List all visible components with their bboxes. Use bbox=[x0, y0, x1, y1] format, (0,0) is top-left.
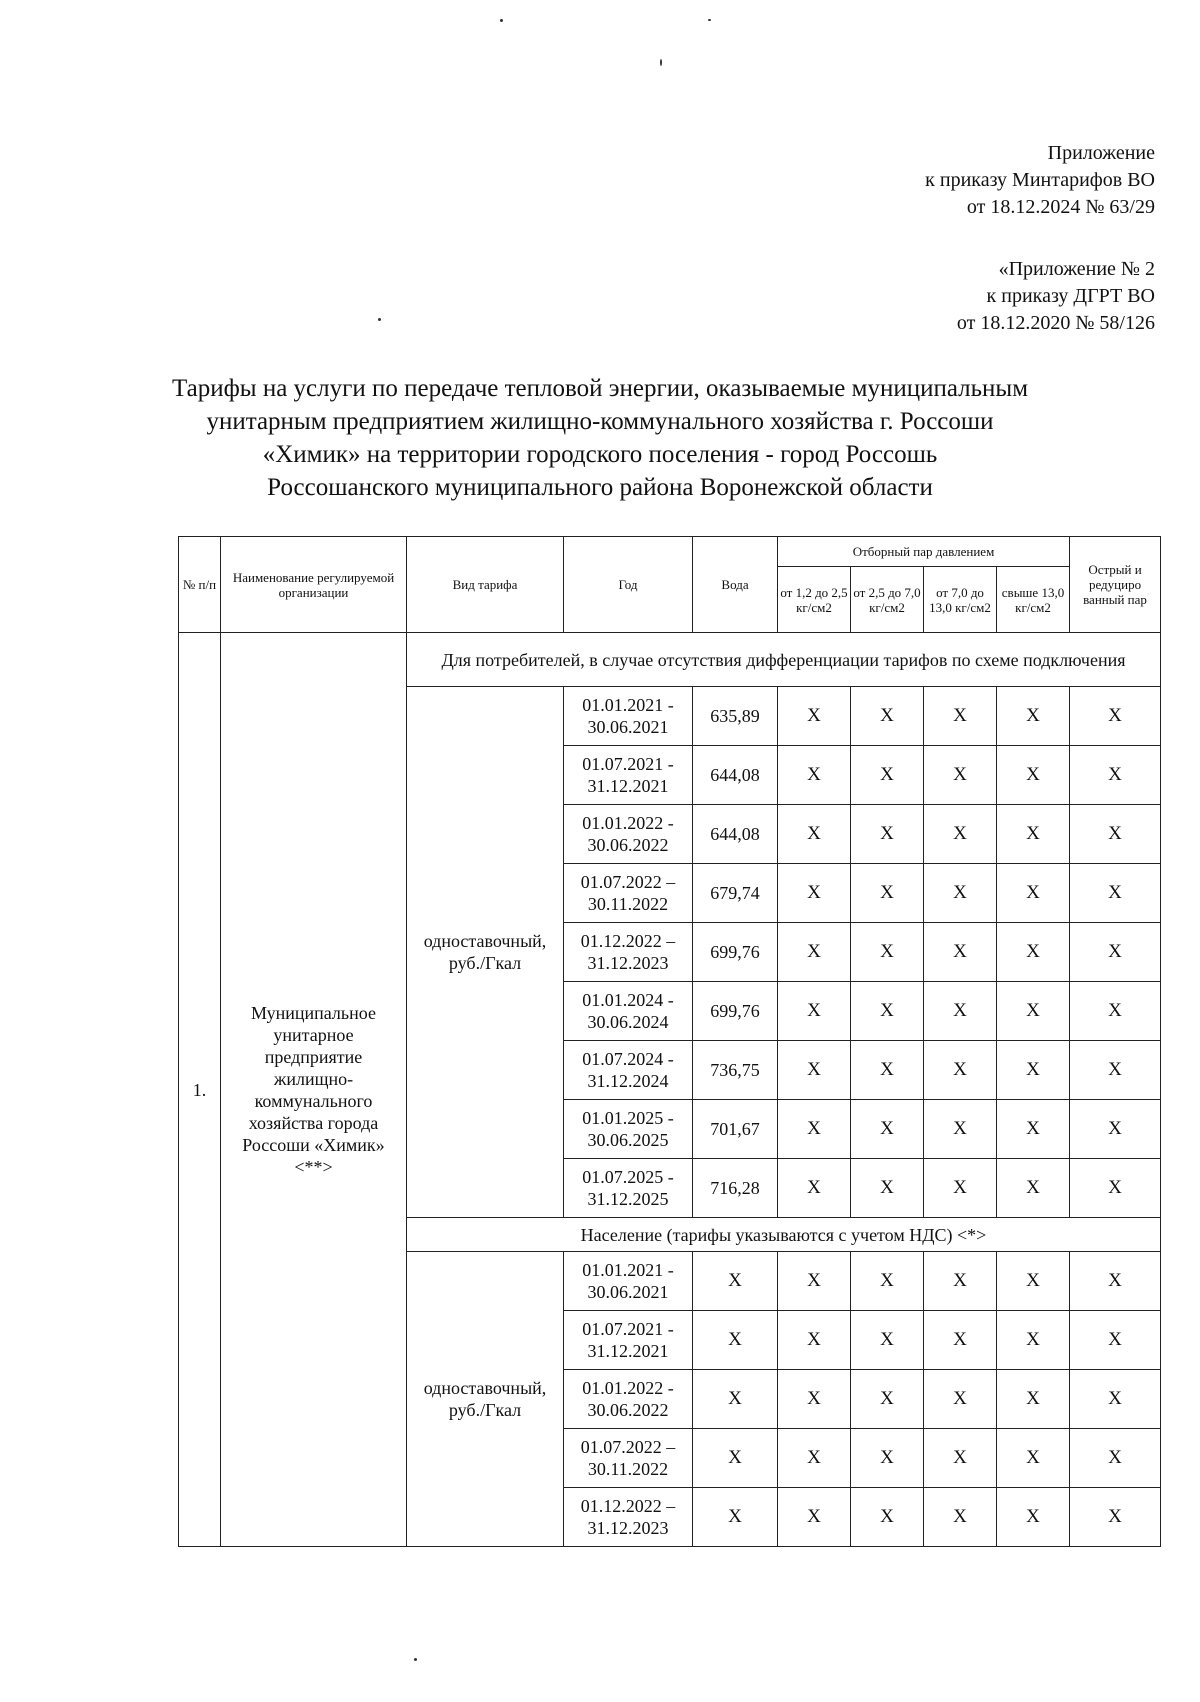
tariff-type: одноставочный, руб./Гкал bbox=[407, 687, 564, 1218]
header-steam-group: Отборный пар давлением bbox=[778, 537, 1070, 567]
period-cell: 01.07.2025 - 31.12.2025 bbox=[564, 1159, 693, 1218]
sharp-steam-cell: X bbox=[1070, 864, 1161, 923]
water-cell: X bbox=[693, 1311, 778, 1370]
section-row bbox=[179, 633, 1161, 687]
prior-attachment-line: от 18.12.2020 № 58/126 bbox=[956, 312, 1155, 334]
sharp-steam-cell: X bbox=[1070, 1041, 1161, 1100]
scan-speck bbox=[500, 19, 503, 22]
sharp-steam-cell: X bbox=[1070, 1488, 1161, 1547]
steam-cell: X bbox=[997, 805, 1070, 864]
period-cell: 01.07.2021 - 31.12.2021 bbox=[564, 746, 693, 805]
steam-cell: X bbox=[924, 923, 997, 982]
header-year: Год bbox=[564, 537, 693, 633]
header-steam-1: от 1,2 до 2,5 кг/см2 bbox=[778, 567, 851, 633]
steam-cell: X bbox=[997, 1041, 1070, 1100]
scan-speck bbox=[378, 318, 381, 321]
prior-attachment-line: к приказу ДГРТ ВО bbox=[986, 285, 1155, 307]
steam-cell: X bbox=[778, 923, 851, 982]
steam-cell: X bbox=[851, 982, 924, 1041]
period-cell: 01.07.2022 – 30.11.2022 bbox=[564, 864, 693, 923]
period-cell: 01.12.2022 – 31.12.2023 bbox=[564, 923, 693, 982]
steam-cell: X bbox=[997, 923, 1070, 982]
steam-cell: X bbox=[924, 1311, 997, 1370]
organization-name: Муниципальное унитарное предприятие жилищно-коммунального хозяйства города Россоши «Химик» <**> bbox=[221, 633, 407, 1547]
attachment-line: от 18.12.2024 № 63/29 bbox=[966, 196, 1155, 218]
steam-cell: X bbox=[778, 1429, 851, 1488]
steam-cell: X bbox=[851, 1159, 924, 1218]
steam-cell: X bbox=[924, 864, 997, 923]
water-cell: X bbox=[693, 1252, 778, 1311]
steam-cell: X bbox=[851, 1370, 924, 1429]
header-steam-3: от 7,0 до 13,0 кг/см2 bbox=[924, 567, 997, 633]
row-number: 1. bbox=[179, 633, 221, 1547]
steam-cell: X bbox=[997, 746, 1070, 805]
header-steam-2: от 2,5 до 7,0 кг/см2 bbox=[851, 567, 924, 633]
steam-cell: X bbox=[924, 1041, 997, 1100]
document-title bbox=[140, 372, 1060, 504]
period-cell: 01.07.2024 - 31.12.2024 bbox=[564, 1041, 693, 1100]
steam-cell: X bbox=[778, 1311, 851, 1370]
scan-speck bbox=[660, 59, 662, 66]
title-line: Россошанского муниципального района Воронежской области bbox=[267, 474, 933, 501]
steam-cell: X bbox=[778, 1041, 851, 1100]
steam-cell: X bbox=[778, 1252, 851, 1311]
steam-cell: X bbox=[924, 1488, 997, 1547]
title-line: Тарифы на услуги по передаче тепловой энергии, оказываемые муниципальным bbox=[171, 375, 1029, 402]
steam-cell: X bbox=[851, 1252, 924, 1311]
header-sharp-steam: Острый и редуциро ванный пар bbox=[1070, 537, 1161, 633]
steam-cell: X bbox=[851, 1311, 924, 1370]
attachment-header bbox=[925, 140, 1155, 221]
tariff-table bbox=[178, 536, 1161, 1547]
sharp-steam-cell: X bbox=[1070, 687, 1161, 746]
steam-cell: X bbox=[851, 746, 924, 805]
header-org: Наименование регулируемой организации bbox=[221, 537, 407, 633]
steam-cell: X bbox=[997, 864, 1070, 923]
sharp-steam-cell: X bbox=[1070, 805, 1161, 864]
tariff-type: одноставочный, руб./Гкал bbox=[407, 1252, 564, 1547]
steam-cell: X bbox=[778, 1370, 851, 1429]
steam-cell: X bbox=[924, 746, 997, 805]
sharp-steam-cell: X bbox=[1070, 1370, 1161, 1429]
period-cell: 01.01.2025 - 30.06.2025 bbox=[564, 1100, 693, 1159]
title-line: унитарным предприятием жилищно-коммунального хозяйства г. Россоши bbox=[206, 408, 994, 435]
period-cell: 01.01.2021 - 30.06.2021 bbox=[564, 1252, 693, 1311]
steam-cell: X bbox=[924, 1429, 997, 1488]
steam-cell: X bbox=[924, 1100, 997, 1159]
steam-cell: X bbox=[924, 1159, 997, 1218]
sharp-steam-cell: X bbox=[1070, 982, 1161, 1041]
sharp-steam-cell: X bbox=[1070, 1311, 1161, 1370]
water-cell: 716,28 bbox=[693, 1159, 778, 1218]
steam-cell: X bbox=[851, 687, 924, 746]
steam-cell: X bbox=[997, 1370, 1070, 1429]
period-cell: 01.12.2022 – 31.12.2023 bbox=[564, 1488, 693, 1547]
water-cell: X bbox=[693, 1429, 778, 1488]
scan-speck bbox=[414, 1658, 417, 1661]
period-cell: 01.01.2021 - 30.06.2021 bbox=[564, 687, 693, 746]
steam-cell: X bbox=[997, 1488, 1070, 1547]
water-cell: 699,76 bbox=[693, 982, 778, 1041]
water-cell: X bbox=[693, 1488, 778, 1547]
section-label: Для потребителей, в случае отсутствия дифференциации тарифов по схеме подключения bbox=[407, 633, 1161, 687]
steam-cell: X bbox=[997, 1429, 1070, 1488]
steam-cell: X bbox=[778, 1100, 851, 1159]
prior-attachment-line: «Приложение № 2 bbox=[998, 258, 1155, 280]
steam-cell: X bbox=[997, 1100, 1070, 1159]
steam-cell: X bbox=[997, 982, 1070, 1041]
water-cell: 644,08 bbox=[693, 746, 778, 805]
steam-cell: X bbox=[924, 1370, 997, 1429]
period-cell: 01.07.2022 – 30.11.2022 bbox=[564, 1429, 693, 1488]
steam-cell: X bbox=[851, 1488, 924, 1547]
steam-cell: X bbox=[778, 805, 851, 864]
water-cell: X bbox=[693, 1370, 778, 1429]
sharp-steam-cell: X bbox=[1070, 746, 1161, 805]
sharp-steam-cell: X bbox=[1070, 1252, 1161, 1311]
header-num: № п/п bbox=[179, 537, 221, 633]
water-cell: 635,89 bbox=[693, 687, 778, 746]
attachment-line: к приказу Минтарифов ВО bbox=[925, 169, 1155, 191]
prior-attachment-header bbox=[957, 256, 1155, 337]
steam-cell: X bbox=[924, 982, 997, 1041]
sharp-steam-cell: X bbox=[1070, 1429, 1161, 1488]
steam-cell: X bbox=[851, 1041, 924, 1100]
period-cell: 01.07.2021 - 31.12.2021 bbox=[564, 1311, 693, 1370]
period-cell: 01.01.2022 - 30.06.2022 bbox=[564, 1370, 693, 1429]
scan-speck bbox=[708, 19, 711, 21]
steam-cell: X bbox=[778, 1488, 851, 1547]
water-cell: 736,75 bbox=[693, 1041, 778, 1100]
water-cell: 699,76 bbox=[693, 923, 778, 982]
steam-cell: X bbox=[924, 805, 997, 864]
title-line: «Химик» на территории городского поселения - город Россошь bbox=[262, 441, 938, 468]
steam-cell: X bbox=[851, 923, 924, 982]
steam-cell: X bbox=[997, 1159, 1070, 1218]
section-label: Население (тарифы указываются с учетом НДС) <*> bbox=[407, 1218, 1161, 1252]
header-water: Вода bbox=[693, 537, 778, 633]
steam-cell: X bbox=[778, 1159, 851, 1218]
steam-cell: X bbox=[924, 687, 997, 746]
water-cell: 679,74 bbox=[693, 864, 778, 923]
attachment-line: Приложение bbox=[1047, 142, 1155, 164]
steam-cell: X bbox=[851, 864, 924, 923]
steam-cell: X bbox=[778, 687, 851, 746]
water-cell: 701,67 bbox=[693, 1100, 778, 1159]
steam-cell: X bbox=[924, 1252, 997, 1311]
steam-cell: X bbox=[997, 1311, 1070, 1370]
sharp-steam-cell: X bbox=[1070, 1159, 1161, 1218]
header-steam-4: свыше 13,0 кг/см2 bbox=[997, 567, 1070, 633]
header-tariff-type: Вид тарифа bbox=[407, 537, 564, 633]
steam-cell: X bbox=[778, 864, 851, 923]
period-cell: 01.01.2022 - 30.06.2022 bbox=[564, 805, 693, 864]
sharp-steam-cell: X bbox=[1070, 1100, 1161, 1159]
steam-cell: X bbox=[851, 1100, 924, 1159]
steam-cell: X bbox=[997, 1252, 1070, 1311]
water-cell: 644,08 bbox=[693, 805, 778, 864]
steam-cell: X bbox=[778, 746, 851, 805]
sharp-steam-cell: X bbox=[1070, 923, 1161, 982]
steam-cell: X bbox=[778, 982, 851, 1041]
steam-cell: X bbox=[851, 805, 924, 864]
steam-cell: X bbox=[851, 1429, 924, 1488]
period-cell: 01.01.2024 - 30.06.2024 bbox=[564, 982, 693, 1041]
steam-cell: X bbox=[997, 687, 1070, 746]
